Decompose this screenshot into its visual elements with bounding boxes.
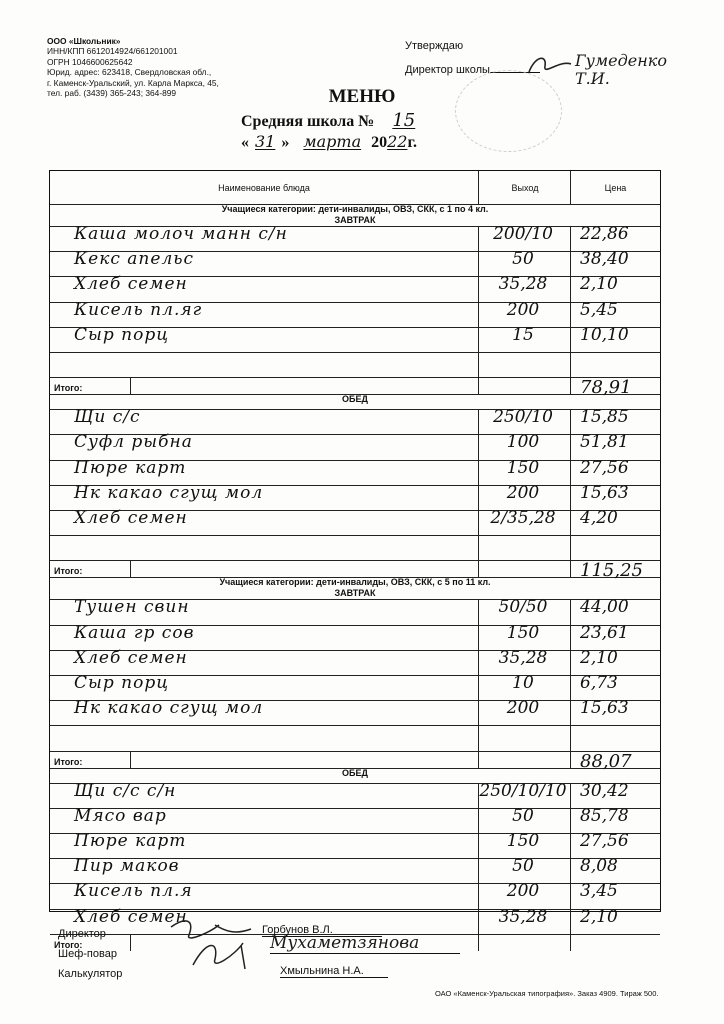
total-price-cell bbox=[570, 934, 660, 951]
dish-yield: 10 bbox=[512, 673, 534, 693]
school-label: Средняя школа № bbox=[241, 113, 375, 130]
dish-yield: 200/10 bbox=[493, 224, 553, 244]
price-cell bbox=[570, 352, 660, 377]
section-meal: ОБЕД bbox=[342, 767, 368, 778]
dish-price: 2,10 bbox=[580, 906, 618, 927]
dish-price: 85,78 bbox=[580, 805, 629, 826]
dish-price: 2,10 bbox=[580, 274, 618, 295]
total-label: Итого: bbox=[54, 383, 83, 394]
org-name: ООО «Школьник» bbox=[47, 36, 121, 46]
table-row bbox=[50, 352, 660, 378]
dish-yield: 35,28 bbox=[498, 647, 548, 668]
footer-director-name: Горбунов В.Л. bbox=[262, 924, 382, 937]
school-number: 15 bbox=[392, 110, 416, 131]
org-address-1: Юрид. адрес: 623418, Свердловская обл., bbox=[47, 67, 212, 78]
dish-yield: 250/10/10 bbox=[479, 780, 567, 801]
dish-name: Хлеб семен bbox=[74, 647, 188, 668]
date-quote-close: » bbox=[281, 134, 290, 151]
dish-yield: 200 bbox=[506, 482, 540, 503]
dish-yield: 150 bbox=[506, 622, 540, 643]
section-header bbox=[50, 394, 660, 410]
footer-chef-name: Мухаметзянова bbox=[270, 933, 460, 954]
org-address-2: г. Каменск-Уральский, ул. Карла Маркса, 45, bbox=[47, 77, 219, 88]
dish-price: 2,10 bbox=[580, 647, 618, 668]
dish-name: Сыр порц bbox=[74, 673, 170, 693]
dish-price: 3,45 bbox=[580, 881, 618, 902]
dish-name: Пир маков bbox=[74, 856, 180, 877]
org-inn: ИНН/КПП 6612014924/661201001 bbox=[47, 46, 178, 57]
dish-name: Кисель пл.я bbox=[74, 881, 193, 902]
org-phone: тел. раб. (3439) 365-243; 364-899 bbox=[47, 88, 177, 99]
price-cell bbox=[570, 725, 660, 750]
dish-name: Хлеб семен bbox=[74, 274, 188, 295]
director-school-label: Директор школы bbox=[405, 64, 490, 76]
dish-yield: 200 bbox=[506, 698, 540, 719]
approve-label: Утверждаю bbox=[405, 40, 464, 52]
total-value: 78,91 bbox=[580, 377, 632, 399]
date-day: 31 bbox=[255, 132, 276, 151]
dish-name: Кисель пл.яг bbox=[74, 299, 203, 320]
dish-yield: 100 bbox=[506, 432, 540, 453]
table-row bbox=[50, 535, 660, 561]
section-category: Учащиеся категории: дети-инвалиды, ОВЗ, СКК, с 1 по 4 кл. bbox=[221, 204, 489, 214]
footer-calc-name: Хмыльнина Н.А. bbox=[280, 965, 388, 978]
dish-yield: 50/50 bbox=[498, 597, 548, 618]
yield-cell bbox=[478, 535, 571, 560]
dish-price: 30,42 bbox=[580, 780, 629, 801]
dish-yield: 200 bbox=[506, 299, 540, 320]
table-header-row bbox=[50, 171, 660, 205]
total-spacer-cell bbox=[130, 751, 479, 768]
col-name-header: Наименование блюда bbox=[218, 182, 310, 193]
footer-chef-label: Шеф-повар bbox=[58, 948, 117, 960]
dish-name: Щи с/с bbox=[74, 407, 141, 428]
printer-imprint: ОАО «Каменск-Уральская типография». Заказ 4909. Тираж 500. bbox=[435, 989, 659, 998]
dish-price: 4,20 bbox=[580, 508, 618, 528]
dish-name: Суфл рыбна bbox=[74, 432, 193, 453]
dish-name: Мясо вар bbox=[74, 805, 167, 826]
section-meal: ЗАВТРАК bbox=[334, 215, 376, 225]
total-yield-cell bbox=[478, 751, 571, 768]
stamp-seal bbox=[455, 70, 562, 152]
dish-price: 27,56 bbox=[580, 457, 629, 478]
dish-price: 5,45 bbox=[580, 299, 618, 320]
total-row bbox=[50, 750, 660, 772]
footer-calc-label: Калькулятор bbox=[58, 968, 123, 980]
total-spacer-cell bbox=[130, 377, 479, 394]
total-value: 88,07 bbox=[580, 750, 632, 772]
dish-yield: 200 bbox=[506, 881, 540, 902]
chef-signature-icon bbox=[185, 935, 265, 975]
dish-yield: 15 bbox=[512, 324, 534, 345]
dish-name: Нк какао сгущ мол bbox=[74, 482, 264, 503]
dish-price: 38,40 bbox=[580, 249, 629, 270]
total-yield-cell bbox=[478, 377, 571, 394]
footer-director-label: Директор bbox=[58, 928, 106, 940]
dish-yield: 50 bbox=[512, 856, 534, 877]
dish-name: Сыр порц bbox=[74, 324, 170, 345]
dish-price: 15,63 bbox=[580, 698, 629, 719]
dish-yield: 35,28 bbox=[498, 274, 548, 295]
price-cell bbox=[570, 535, 660, 560]
total-value: 115,25 bbox=[580, 560, 643, 582]
dish-yield: 50 bbox=[512, 249, 534, 270]
table-row bbox=[50, 700, 660, 726]
total-yield-cell bbox=[478, 560, 571, 577]
dish-price: 6,73 bbox=[580, 673, 618, 693]
dish-price: 27,56 bbox=[580, 831, 629, 851]
dish-yield: 250/10 bbox=[493, 407, 553, 428]
table-row bbox=[50, 510, 660, 536]
total-yield-cell bbox=[478, 934, 571, 951]
total-label: Итого: bbox=[54, 566, 83, 577]
year-suffix: 22 bbox=[387, 132, 408, 151]
dish-price: 15,63 bbox=[580, 482, 629, 503]
dish-yield: 50 bbox=[512, 805, 534, 826]
dish-yield: 150 bbox=[506, 831, 540, 851]
dish-price: 44,00 bbox=[580, 597, 629, 618]
dish-price: 22,86 bbox=[580, 224, 629, 244]
yield-cell bbox=[478, 352, 571, 377]
dish-name: Каша гр сов bbox=[74, 622, 195, 643]
total-label: Итого: bbox=[54, 939, 83, 950]
dish-name: Хлеб семен bbox=[74, 906, 188, 927]
dish-name: Нк какао сгущ мол bbox=[74, 698, 264, 719]
col-price-header: Цена bbox=[570, 171, 660, 204]
org-ogrn: ОГРН 1046600625642 bbox=[47, 56, 133, 67]
section-meal: ЗАВТРАК bbox=[334, 588, 376, 599]
school-line bbox=[241, 110, 441, 131]
director-handwritten-name: Гумеденко Т.И. bbox=[575, 51, 667, 88]
total-spacer-cell bbox=[130, 560, 479, 577]
date-quote-open: « bbox=[241, 134, 249, 151]
dish-name: Пюре карт bbox=[74, 457, 187, 478]
date-month: марта bbox=[303, 132, 362, 151]
table-row bbox=[50, 324, 660, 353]
total-row bbox=[50, 377, 660, 399]
page-title: МЕНЮ bbox=[328, 86, 396, 107]
dish-price: 23,61 bbox=[580, 622, 629, 643]
yield-cell bbox=[478, 725, 571, 750]
year-prefix: 20 bbox=[371, 134, 388, 151]
dish-name: Щи с/с с/н bbox=[74, 780, 177, 801]
table-row bbox=[50, 725, 660, 751]
dish-price: 51,81 bbox=[580, 432, 629, 453]
section-meal: ОБЕД bbox=[342, 394, 368, 405]
section-category: Учащиеся категории: дети-инвалиды, ОВЗ, СКК, с 5 по 11 кл. bbox=[219, 577, 491, 588]
total-row bbox=[50, 560, 660, 582]
dish-yield: 2/35,28 bbox=[490, 508, 556, 528]
total-label: Итого: bbox=[54, 756, 83, 767]
dish-name: Тушен свин bbox=[74, 597, 190, 618]
dish-price: 8,08 bbox=[580, 856, 618, 877]
dish-price: 10,10 bbox=[580, 324, 629, 345]
year-end: г. bbox=[407, 134, 417, 151]
dish-price: 15,85 bbox=[580, 407, 629, 428]
date-line bbox=[241, 132, 417, 152]
dish-name: Пюре карт bbox=[74, 831, 187, 851]
dish-name: Хлеб семен bbox=[74, 508, 188, 528]
dish-yield: 150 bbox=[506, 457, 540, 478]
dish-name: Кекс апельс bbox=[74, 249, 195, 270]
director-signature-icon bbox=[525, 50, 575, 80]
dish-yield: 35,28 bbox=[498, 906, 548, 927]
dish-name: Каша молоч манн с/н bbox=[74, 224, 288, 244]
col-yield-header: Выход bbox=[478, 171, 571, 204]
